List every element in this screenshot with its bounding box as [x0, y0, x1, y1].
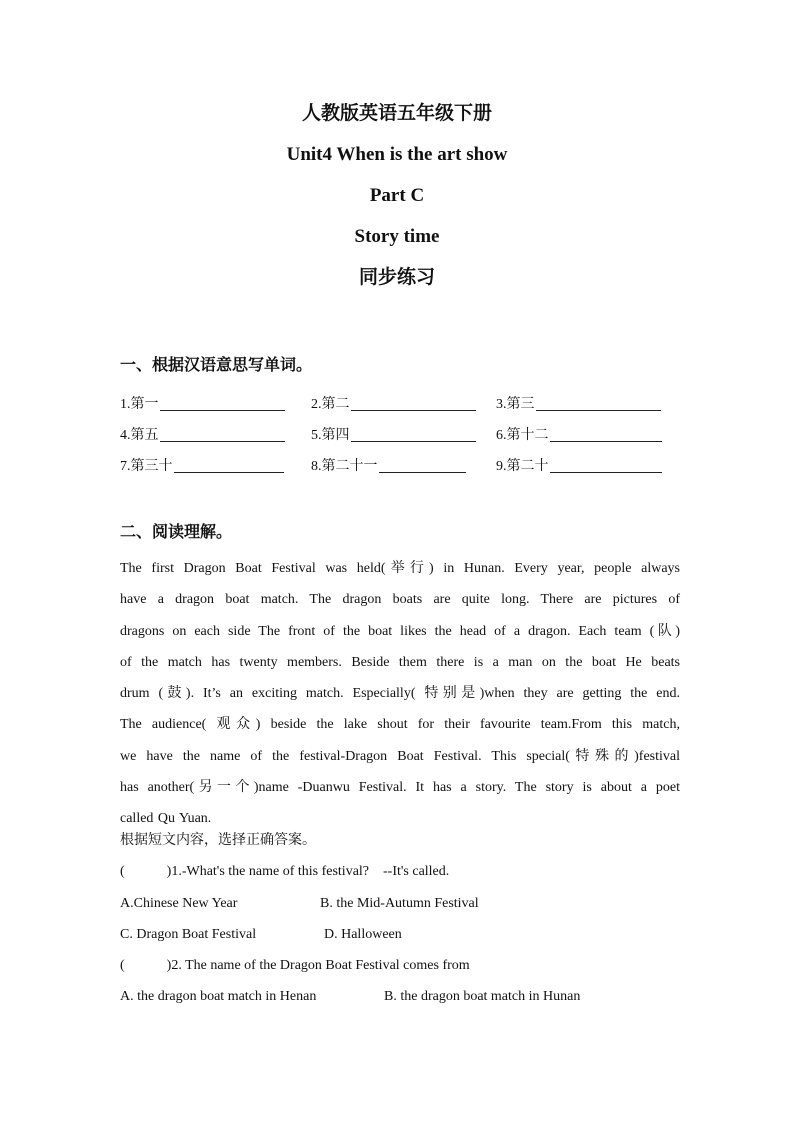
item-number: 8.: [311, 459, 322, 474]
vocab-row: [120, 425, 680, 456]
unit-title: Unit4 When is the art show: [286, 144, 508, 165]
vocab-item: [496, 394, 661, 415]
part-title: Part C: [369, 185, 425, 206]
chinese-word: 第一: [130, 397, 159, 412]
answer-blank[interactable]: [379, 456, 466, 473]
chinese-word: 第四: [321, 428, 350, 443]
lesson-title: Story time: [354, 226, 440, 247]
answer-blank[interactable]: [174, 456, 284, 473]
chinese-word: 第二: [321, 397, 350, 412]
passage-line: called Qu Yuan.: [120, 811, 212, 827]
vocab-item: [120, 456, 284, 477]
option-d[interactable]: D. Halloween: [324, 926, 402, 942]
passage-line: dragons on each side The front of the boat likes the head of a dragon. Each team (队): [120, 623, 680, 639]
section2-heading: 二、阅读理解。: [120, 524, 233, 541]
answer-blank[interactable]: [160, 394, 285, 411]
question-stem: ( )2. The name of the Dragon Boat Festival comes from: [120, 958, 470, 974]
vocab-row: [120, 456, 680, 487]
vocab-item: [120, 425, 285, 446]
chinese-word: 第二十一: [321, 459, 378, 474]
question-list: [120, 833, 680, 1019]
chinese-word: 第三十: [130, 459, 173, 474]
passage-line: of the match has twenty members. Beside them there is a man on the boat He beats: [120, 654, 680, 670]
item-number: 9.: [496, 459, 507, 474]
answer-blank[interactable]: [536, 394, 661, 411]
option-c[interactable]: C. Dragon Boat Festival: [120, 926, 257, 942]
option-row: [120, 987, 680, 1018]
vocab-exercise: [120, 394, 680, 487]
vocab-item: [311, 456, 466, 477]
option-b[interactable]: B. the dragon boat match in Hunan: [384, 989, 581, 1005]
passage-line: have a dragon boat match. The dragon boats are quite long. There are pictures of: [120, 592, 680, 608]
option-a[interactable]: A. the dragon boat match in Henan: [120, 989, 317, 1005]
exercise-title: 同步练习: [358, 267, 435, 288]
item-number: 7.: [120, 459, 131, 474]
reading-passage: [120, 559, 680, 841]
answer-blank[interactable]: [550, 425, 662, 442]
passage-line: The audience( 观众) beside the lake shout for their favourite team.From this match,: [120, 717, 680, 733]
option-a[interactable]: A.Chinese New Year: [120, 895, 238, 911]
vocab-item: [311, 425, 476, 446]
answer-blank[interactable]: [550, 456, 662, 473]
vocab-item: [311, 394, 476, 415]
item-number: 2.: [311, 397, 322, 412]
section1-heading: 一、根据汉语意思写单词。: [120, 357, 313, 374]
answer-blank[interactable]: [160, 425, 285, 442]
passage-line: The first Dragon Boat Festival was held(举行) in Hunan. Every year, people always: [120, 561, 680, 576]
chinese-word: 第二十: [506, 459, 549, 474]
passage-line: we have the name of the festival-Dragon Boat Festival. This special(特殊的)festival: [120, 748, 680, 764]
vocab-item: [120, 394, 285, 415]
question-stem: ( )1.-What's the name of this festival? --It's called.: [120, 864, 450, 880]
answer-blank[interactable]: [351, 394, 476, 411]
option-row: [120, 925, 680, 956]
item-number: 1.: [120, 397, 131, 412]
vocab-item: [496, 456, 662, 477]
item-number: 3.: [496, 397, 507, 412]
item-number: 5.: [311, 428, 322, 443]
item-number: 6.: [496, 428, 507, 443]
textbook-title: 人教版英语五年级下册: [301, 103, 492, 124]
passage-line: has another(另一个)name -Duanwu Festival. It has a story. The story is about a poet: [120, 780, 680, 796]
title-block: [0, 102, 794, 307]
answer-blank[interactable]: [351, 425, 476, 442]
instruction-text: 根据短文内容，选择正确答案。: [120, 833, 316, 848]
vocab-row: [120, 394, 680, 425]
vocab-item: [496, 425, 662, 446]
option-row: [120, 894, 680, 925]
option-b[interactable]: B. the Mid-Autumn Festival: [320, 895, 479, 911]
chinese-word: 第十二: [506, 428, 549, 443]
item-number: 4.: [120, 428, 131, 443]
passage-line: drum (鼓). It’s an exciting match. Especially( 特别是)when they are getting the end.: [120, 686, 680, 702]
chinese-word: 第三: [506, 397, 535, 412]
chinese-word: 第五: [130, 428, 159, 443]
